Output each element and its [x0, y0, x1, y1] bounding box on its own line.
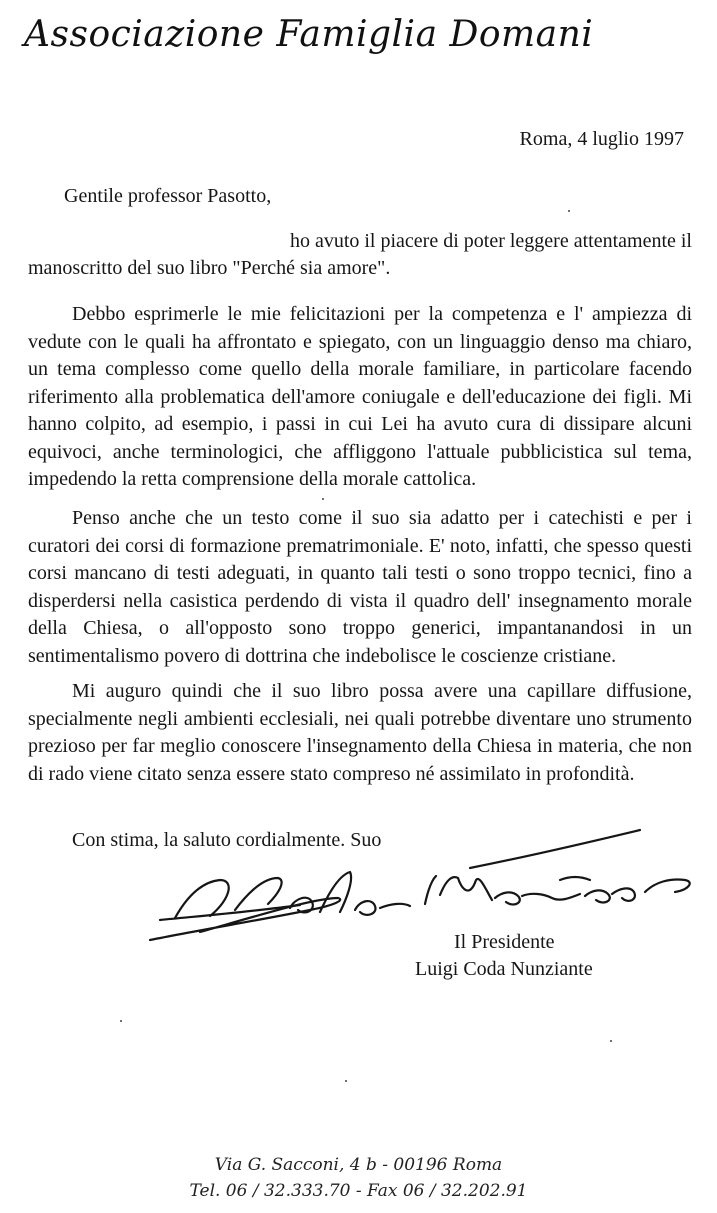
salutation: Gentile professor Pasotto, [64, 185, 272, 207]
scan-speck [568, 210, 570, 212]
intro-line-1: ho avuto il piacere di poter leggere attentamente il [289, 230, 692, 252]
signer-block [415, 929, 593, 983]
intro-paragraph [28, 228, 692, 282]
intro-line-2: manoscritto del suo libro "Perché sia amore". [28, 257, 391, 279]
signer-name: Luigi Coda Nunziante [415, 958, 593, 980]
scan-speck [120, 1020, 122, 1022]
footer-phone-fax: Tel. 06 / 32.333.70 - Fax 06 / 32.202.91 [189, 1181, 528, 1201]
scan-speck [610, 1040, 612, 1042]
footer-contact [0, 1152, 717, 1204]
letter-date: Roma, 4 luglio 1997 [519, 128, 684, 150]
scan-speck [322, 498, 324, 500]
body-paragraph-1: Debbo esprimerle le mie felicitazioni per la competenza e l' ampiezza di vedute con le quali ha affrontato e spiegato, con un linguaggio denso ma chiaro, un tema complesso come quello della morale familiare, in particolare facendo riferimento alla problematica dell'amore coniugale e dell'educazione dei figli. Mi hanno colpito, ad esempio, i passi in cui Lei ha avuto cura di dissipare alcuni equivoci, anche terminologici, che affliggono l'attuale pubblicistica sul tema, impedendo la retta comprensione della morale cattolica. [28, 303, 692, 490]
letterhead-title: Associazione Famiglia Domani [24, 14, 594, 55]
body-paragraph-3: Mi auguro quindi che il suo libro possa avere una capillare diffusione, specialmente negli ambienti ecclesiali, nei quali potrebbe diventare uno strumento prezioso per far meglio conoscere l'insegnamento della Chiesa in materia, che non di rado viene citato senza essere stato compreso né assimilato in profondità. [28, 680, 692, 785]
body-paragraph-2: Penso anche che un testo come il suo sia adatto per i catechisti e per i curatori dei corsi di formazione prematrimoniale. E' noto, infatti, che spesso questi corsi mancano di testi adeguati, in quanto tali testi o sono troppo tecnici, fino a disperdersi nella casistica perdendo di vista il quadro dell' insegnamento morale della Chiesa, o all'opposto sono troppo generici, impantanandosi in un sentimentalismo povero di dottrina che indebolisce le coscienze cristiane. [28, 507, 692, 667]
footer-address: Via G. Sacconi, 4 b - 00196 Roma [214, 1155, 503, 1175]
scan-speck [345, 1080, 347, 1082]
signer-title: Il Presidente [454, 931, 555, 953]
closing-line: Con stima, la saluto cordialmente. Suo [72, 829, 382, 851]
